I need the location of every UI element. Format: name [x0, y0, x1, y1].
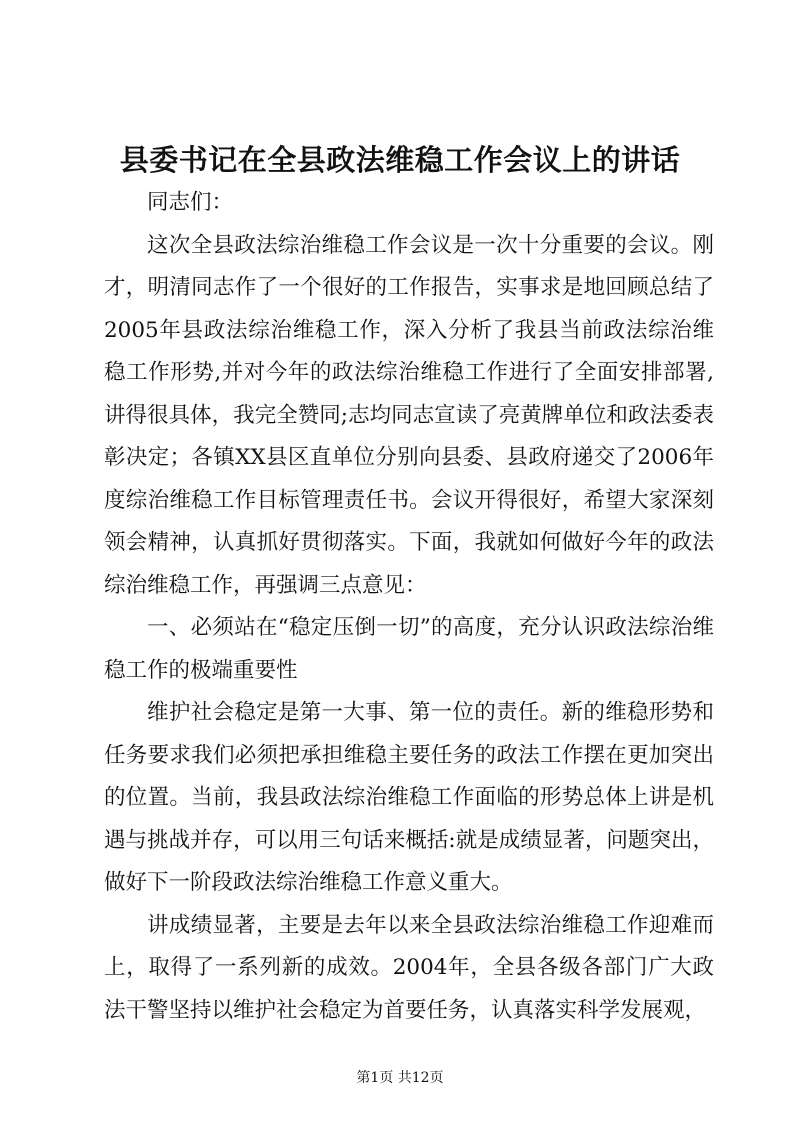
- page-number-footer: 第1页 共12页: [356, 1070, 444, 1086]
- body-paragraph: 这次全县政法综治维稳工作会议是一次十分重要的会议。刚才，明清同志作了一个很好的工作报告，实事求是地回顾总结了2005年县政法综治维稳工作，深入分析了我县当前政法综治维稳工作形势,并对今年的政法综治维稳工作进行了全面安排部署,讲得很具体，我完全赞同;志均同志宣读了亮黄牌单位和政法委表彰决定；各镇XX县区直单位分别向县委、县政府递交了2006年度综治维稳工作目标管理责任书。会议开得很好，希望大家深刻领会精神，认真抓好贯彻落实。下面，我就如何做好今年的政法综治维稳工作，再强调三点意见：: [104, 232, 714, 598]
- body-paragraph: 讲成绩显著，主要是去年以来全县政法综治维稳工作迎难而上，取得了一系列新的成效。2004年，全县各级各部门广大政法干警坚持以维护社会稳定为首要任务，认真落实科学发展观，: [104, 912, 714, 1023]
- document-body: [104, 182, 714, 1032]
- document-title: 县委书记在全县政法维稳工作会议上的讲话: [119, 143, 681, 177]
- body-paragraph: 维护社会稳定是第一大事、第一位的责任。新的维稳形势和任务要求我们必须把承担维稳主要任务的政法工作摆在更加突出的位置。当前，我县政法综治维稳工作面临的形势总体上讲是机遇与挑战并存，可以用三句话来概括:就是成绩显著，问题突出，做好下一阶段政法综治维稳工作意义重大。: [104, 700, 714, 895]
- greeting-paragraph: 同志们：: [147, 190, 234, 215]
- section-heading: 一、必须站在“稳定压倒一切”的高度，充分认识政法综治维稳工作的极端重要性: [104, 615, 714, 683]
